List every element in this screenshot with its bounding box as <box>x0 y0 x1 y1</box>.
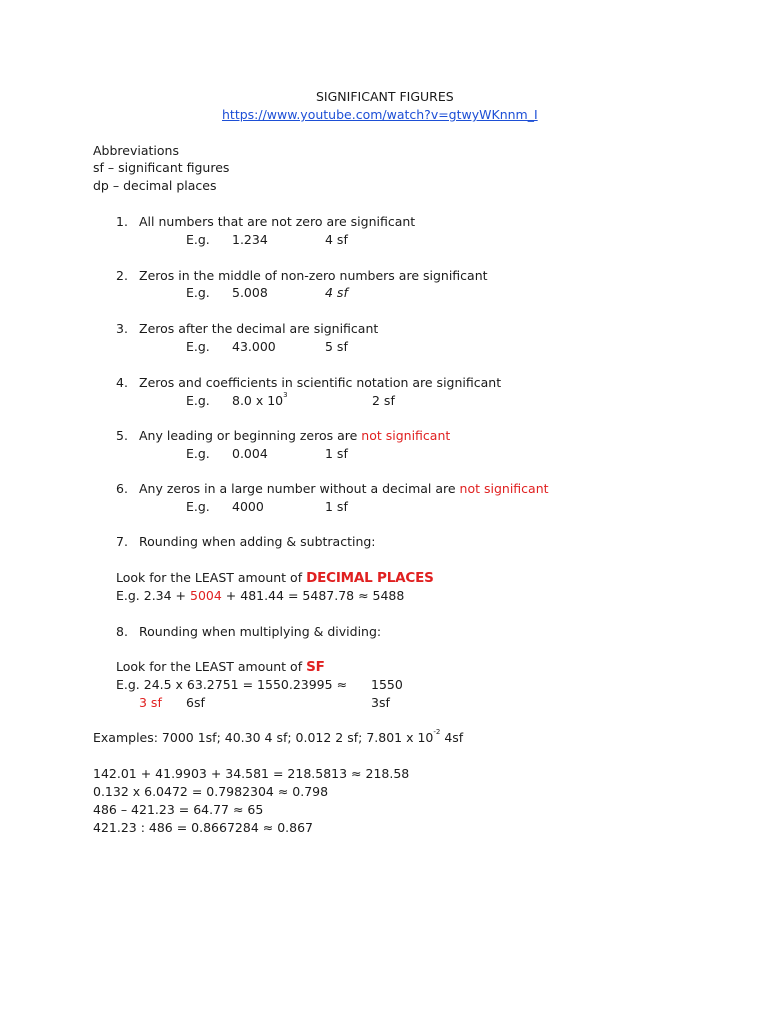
sf-result: 1 sf <box>325 446 348 461</box>
example-line <box>116 588 404 603</box>
sf-result: 4 sf <box>325 285 348 300</box>
document-title: SIGNIFICANT FIGURES <box>316 89 454 104</box>
highlight-5004: 5004 <box>190 588 222 603</box>
highlight-decimal-places: DECIMAL PLACES <box>306 570 434 586</box>
abbreviation-dp: dp – decimal places <box>93 178 217 193</box>
rule-number: 1. <box>116 214 128 229</box>
calculation-line: 486 – 421.23 = 64.77 ≈ 65 <box>93 802 264 817</box>
rule-text <box>139 481 549 496</box>
examples-line <box>93 730 463 745</box>
sf-result: 1 sf <box>325 499 348 514</box>
sf-count-a: 3 sf <box>139 695 162 710</box>
sf-result: 5 sf <box>325 339 348 354</box>
sf-count-c: 3sf <box>371 695 390 710</box>
rule-number: 7. <box>116 534 128 549</box>
sf-result: 2 sf <box>372 393 395 408</box>
rule-number: 4. <box>116 375 128 390</box>
calculation-line: 142.01 + 41.9903 + 34.581 = 218.5813 ≈ 218.58 <box>93 766 410 781</box>
example-value: 1.234 <box>232 232 268 247</box>
example-line: E.g. 24.5 x 63.2751 = 1550.23995 ≈ <box>116 677 348 692</box>
rule-text: Zeros after the decimal are significant <box>139 321 379 336</box>
rule-text: Zeros and coefficients in scientific notation are significant <box>139 375 502 390</box>
example-value: 4000 <box>232 499 264 514</box>
rule-text <box>139 428 450 443</box>
rule-text-main: Any zeros in a large number without a decimal are <box>139 481 460 496</box>
calculation-line: 0.132 x 6.0472 = 0.7982304 ≈ 0.798 <box>93 784 329 799</box>
rule-number: 6. <box>116 481 128 496</box>
sf-count-b: 6sf <box>186 695 205 710</box>
examples-exponent: -2 <box>433 728 441 736</box>
eg-label: E.g. <box>186 232 210 247</box>
highlight-not-significant: not significant <box>361 428 451 443</box>
abbreviations-heading: Abbreviations <box>93 143 179 158</box>
example-rest: + 481.44 = 5487.78 ≈ 5488 <box>221 588 405 603</box>
rule-text: Rounding when multiplying & dividing: <box>139 624 382 639</box>
example-value <box>232 393 288 408</box>
example-result: 1550 <box>371 677 403 692</box>
highlight-not-significant: not significant <box>459 481 549 496</box>
eg-label: E.g. <box>186 285 210 300</box>
rule-number: 5. <box>116 428 128 443</box>
example-value: 5.008 <box>232 285 268 300</box>
sf-result: 4 sf <box>325 232 348 247</box>
eg-label: E.g. <box>186 339 210 354</box>
rule-number: 3. <box>116 321 128 336</box>
look-for-text: Look for the LEAST amount of <box>116 570 307 585</box>
rule-text: Rounding when adding & subtracting: <box>139 534 376 549</box>
examples-suffix: 4sf <box>440 730 464 745</box>
examples-prefix: Examples: 7000 1sf; 40.30 4 sf; 0.012 2 sf; 7.801 x 10 <box>93 730 434 745</box>
example-base: 8.0 x 10 <box>232 393 284 408</box>
look-for-text: Look for the LEAST amount of <box>116 659 307 674</box>
example-value: 43.000 <box>232 339 276 354</box>
eg-label: E.g. <box>186 446 210 461</box>
look-for-line <box>116 570 434 586</box>
rule-text-main: Any leading or beginning zeros are <box>139 428 362 443</box>
rule-number: 2. <box>116 268 128 283</box>
abbreviation-sf: sf – significant figures <box>93 160 230 175</box>
rule-text: All numbers that are not zero are significant <box>139 214 416 229</box>
example-prefix: E.g. 2.34 + <box>116 588 191 603</box>
calculation-line: 421.23 : 486 = 0.8667284 ≈ 0.867 <box>93 820 313 835</box>
rule-number: 8. <box>116 624 128 639</box>
video-link[interactable]: https://www.youtube.com/watch?v=gtwyWKnnm_I <box>222 107 538 122</box>
rule-text: Zeros in the middle of non-zero numbers are significant <box>139 268 488 283</box>
eg-label: E.g. <box>186 393 210 408</box>
example-value: 0.004 <box>232 446 268 461</box>
highlight-sf: SF <box>306 659 325 675</box>
eg-label: E.g. <box>186 499 210 514</box>
example-exponent: 3 <box>283 391 288 399</box>
look-for-line <box>116 659 325 675</box>
